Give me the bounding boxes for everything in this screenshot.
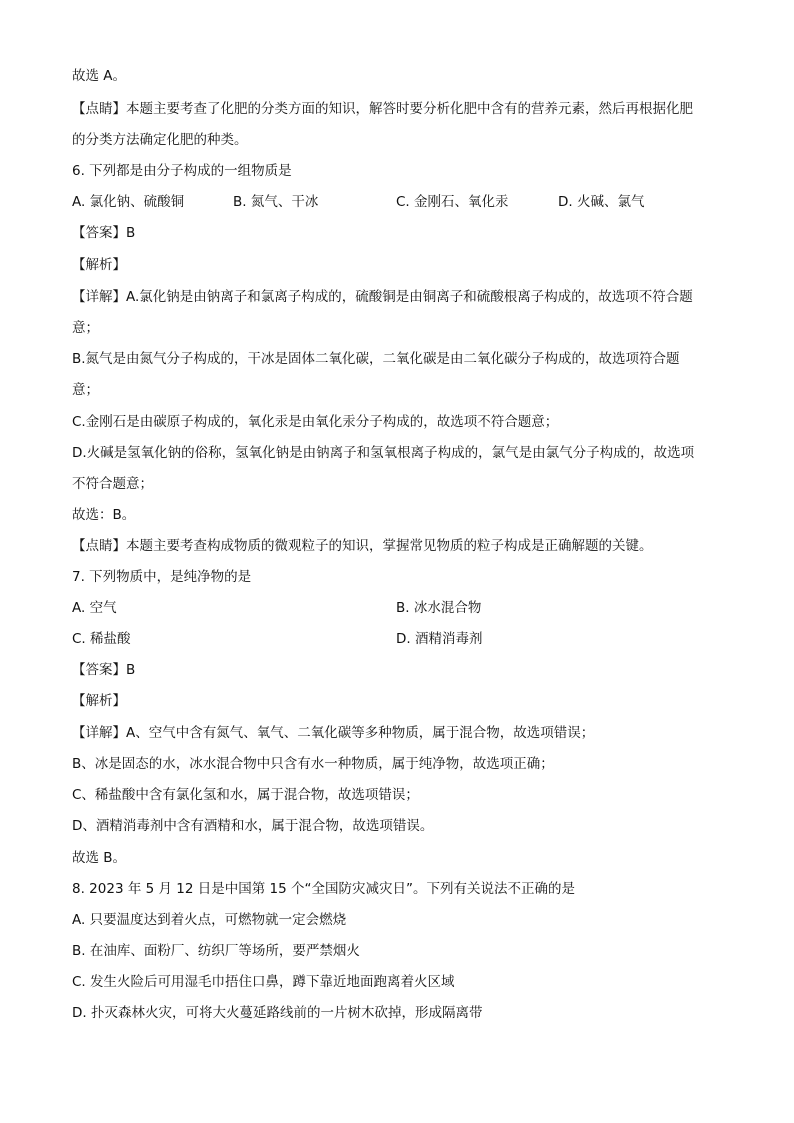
question-8-option-d: D. 扑灭森林火灾，可将大火蔓延路线前的一片树木砍掉，形成隔离带 [72, 1005, 483, 1021]
question-7-analysis-heading: 【解析】 [72, 693, 126, 709]
question-7-option-a: A. 空气 [72, 600, 117, 616]
question-6-detail-line1: 【详解】A.氯化钠是由钠离子和氯离子构成的，硫酸铜是由铜离子和硫酸根离子构成的，故选项不符合题 [72, 289, 693, 305]
question-6-comment: 【点睛】本题主要考查构成物质的微观粒子的知识，掌握常见物质的粒子构成是正确解题的关键。 [72, 538, 653, 554]
question-7-detail-line3: C、稀盐酸中含有氯化氢和水，属于混合物，故选项错误； [72, 787, 419, 803]
question-8-option-c: C. 发生火险后可用湿毛巾捂住口鼻，蹲下靠近地面跑离着火区域 [72, 974, 455, 990]
question-8-option-a: A. 只要温度达到着火点，可燃物就一定会燃烧 [72, 912, 347, 928]
answer-conclusion-q5: 故选 A。 [72, 68, 127, 84]
question-6-selection: 故选：B。 [72, 507, 136, 523]
question-8-stem: 8. 2023 年 5 月 12 日是中国第 15 个“全国防灾减灾日”。下列有关说法不正确的是 [72, 881, 575, 897]
question-6-option-b: B. 氮气、干冰 [233, 194, 319, 210]
question-6-detail-line7: 不符合题意； [72, 476, 153, 492]
comment-q5-line2: 的分类方法确定化肥的种类。 [72, 132, 248, 148]
question-7-answer: 【答案】B [72, 662, 136, 678]
question-6-option-d: D. 火碱、氯气 [558, 194, 645, 210]
question-6-detail-line6: D.火碱是氢氧化钠的俗称，氢氧化钠是由钠离子和氢氧根离子构成的，氯气是由氯气分子构成的，故选项 [72, 445, 695, 461]
question-6-analysis-heading: 【解析】 [72, 257, 126, 273]
question-7-detail-line1: 【详解】A、空气中含有氮气、氧气、二氧化碳等多种物质，属于混合物，故选项错误； [72, 725, 595, 741]
question-6-answer: 【答案】B [72, 225, 136, 241]
question-7-stem: 7. 下列物质中，是纯净物的是 [72, 569, 252, 585]
question-6-stem: 6. 下列都是由分子构成的一组物质是 [72, 163, 292, 179]
question-6-option-a: A. 氯化钠、硫酸铜 [72, 194, 185, 210]
question-6-option-c: C. 金刚石、氧化汞 [396, 194, 509, 210]
question-7-option-c: C. 稀盐酸 [72, 631, 131, 647]
question-7-option-b: B. 冰水混合物 [396, 600, 482, 616]
question-6-detail-line5: C.金刚石是由碳原子构成的，氧化汞是由氧化汞分子构成的，故选项不符合题意； [72, 414, 559, 430]
question-8-option-b: B. 在油库、面粉厂、纺织厂等场所，要严禁烟火 [72, 943, 360, 959]
question-6-detail-line3: B.氮气是由氮气分子构成的，干冰是固体二氧化碳，二氧化碳是由二氧化碳分子构成的，故选项符合题 [72, 351, 680, 367]
question-6-detail-line2: 意； [72, 320, 99, 336]
question-6-detail-line4: 意； [72, 382, 99, 398]
comment-q5-line1: 【点睛】本题主要考查了化肥的分类方面的知识，解答时要分析化肥中含有的营养元素，然后再根据化肥 [72, 101, 693, 117]
question-7-detail-line4: D、酒精消毒剂中含有酒精和水，属于混合物，故选项错误。 [72, 818, 434, 834]
question-7-detail-line2: B、冰是固态的水，冰水混合物中只含有水一种物质，属于纯净物，故选项正确； [72, 756, 554, 772]
question-7-option-d: D. 酒精消毒剂 [396, 631, 483, 647]
question-7-selection: 故选 B。 [72, 850, 127, 866]
